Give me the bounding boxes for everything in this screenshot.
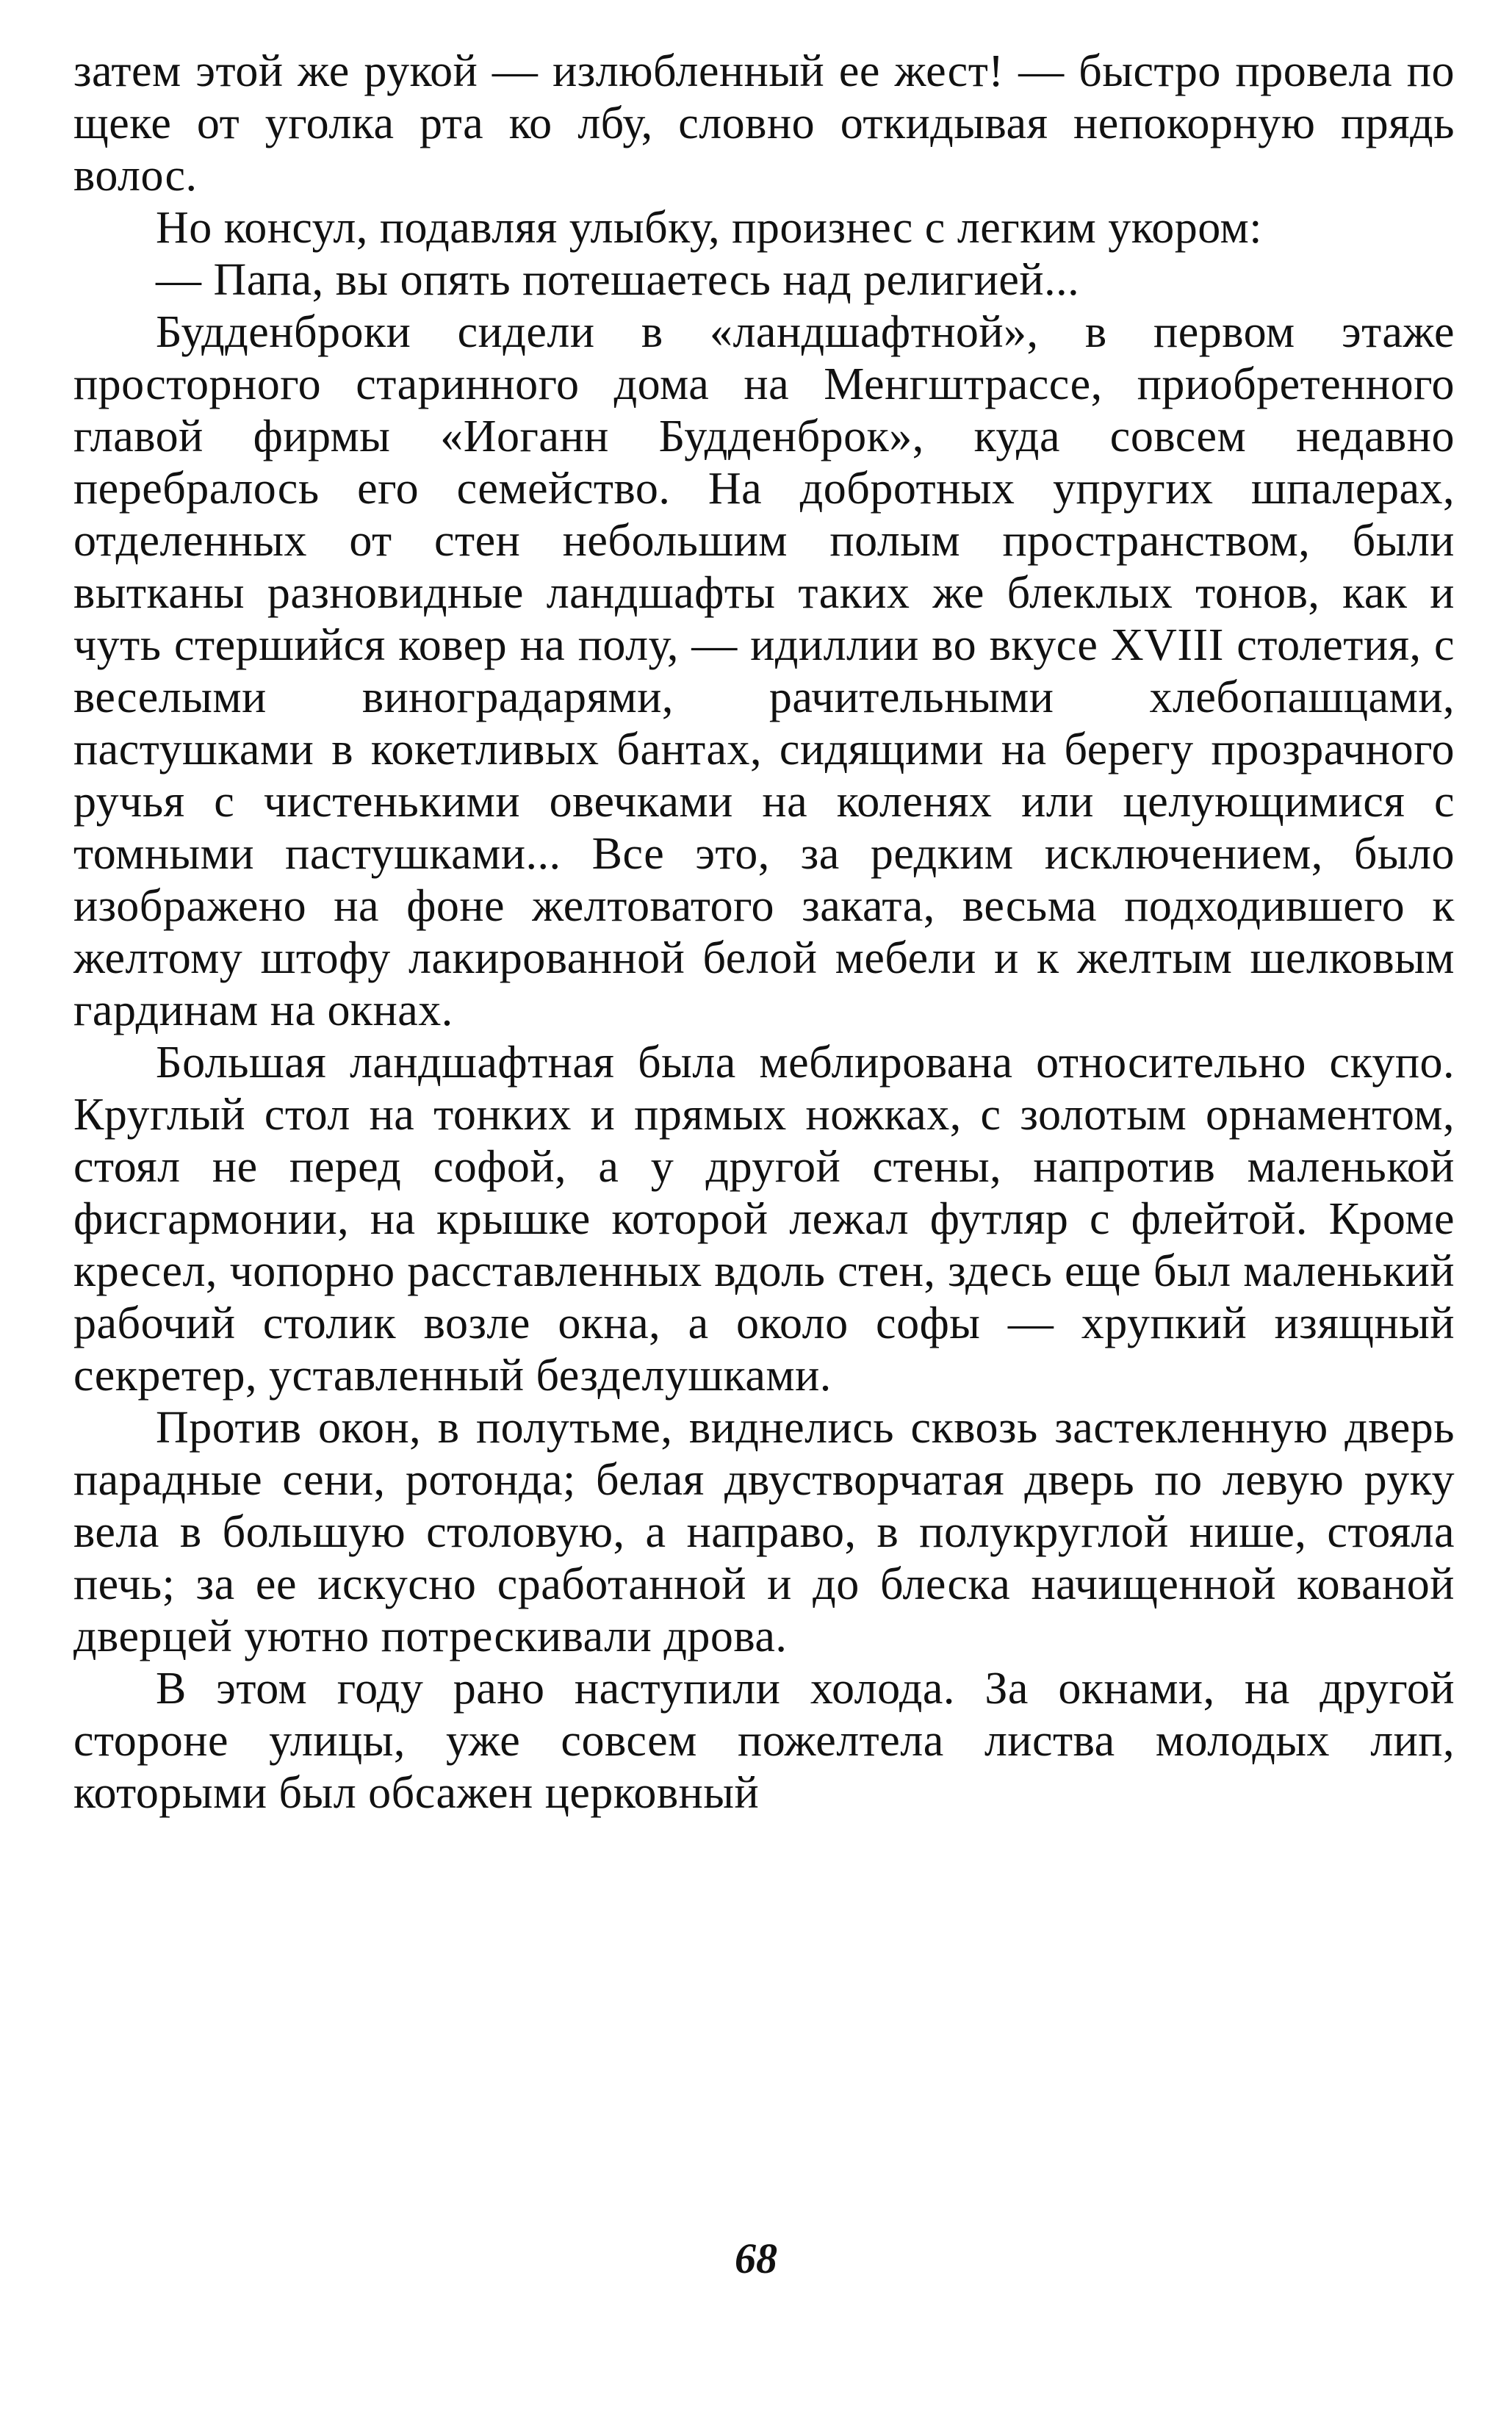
paragraph-6: Против окон, в полутьме, виднелись сквозь застекленную дверь парадные сени, ротонда; белая двустворчатая дверь по левую руку вела в большую столовую, а направо, в полукруглой нише, стояла печь; за ее искусно сработанной и до блеска начищенной кованой дверцей уютно потрескивали дрова. (73, 1403, 1455, 1661)
page-body (73, 46, 1455, 1819)
paragraph-3: — Папа, вы опять потешаетесь над религией... (156, 255, 1080, 305)
paragraph-1: затем этой же рукой — излюбленный ее жест! — быстро провела по щеке от уголка рта ко лбу, словно откидывая непокорную прядь волос. (73, 46, 1455, 201)
paragraph-2: Но консул, подавляя улыбку, произнес с легким укором: (156, 203, 1262, 253)
paragraph-5: Большая ландшафтная была меблирована относительно скупо. Круглый стол на тонких и прямых ножках, с золотым орнаментом, стоял не перед софой, а у другой стены, напротив маленькой фисгармонии, на крышке которой лежал футляр с флейтой. Кроме кресел, чопорно расставленных вдоль стен, здесь еще был маленький рабочий столик возле окна, а около софы — хрупкий изящный секретер, уставленный безделушками. (73, 1038, 1455, 1401)
paragraph-4: Будденброки сидели в «ландшафтной», в первом этаже просторного старинного дома на Менгштрассе, приобретенного главой фирмы «Иоганн Будденброк», куда совсем недавно перебралось его семейство. На добротных упругих шпалерах, отделенных от стен небольшим полым пространством, были вытканы разновидные ландшафты таких же блеклых тонов, как и чуть стершийся ковер на полу, — идиллии во вкусе XVIII столетия, с веселыми виноградарями, рачительными хлебопашцами, пастушками в кокетливых бантах, сидящими на берегу прозрачного ручья с чистенькими овечками на коленях или целующимися с томными пастушками... Все это, за редким исключением, было изображено на фоне желтоватого заката, весьма подходившего к желтому штофу лакированной белой мебели и к желтым шелковым гардинам на окнах. (73, 307, 1455, 1035)
page-number: 68 (735, 2235, 777, 2282)
paragraph-7: В этом году рано наступили холода. За окнами, на другой стороне улицы, уже совсем пожелтела листва молодых лип, которыми был обсажен церковный (73, 1664, 1455, 1818)
